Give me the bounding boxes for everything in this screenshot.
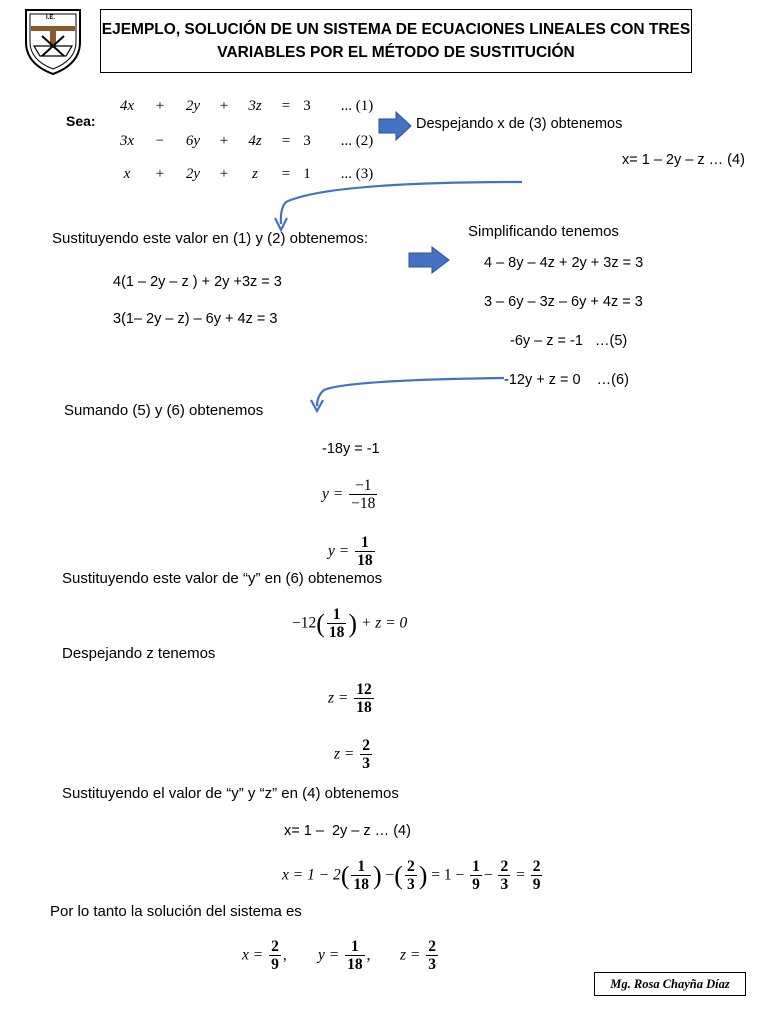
frac-num: 1 [357,858,366,875]
system-row-3-a: x [123,166,131,182]
eq-pre: −12 [292,614,317,632]
frac-den: 3 [428,956,436,974]
system-row-1-tag: ... (1) [340,98,374,114]
z-lhs: z = [328,689,349,707]
system-row-3-op1: + [155,166,165,182]
step3-text: Simplificando tenemos [468,223,619,240]
step2-text: Sustituyendo este valor en (1) y (2) obtenemos: [52,230,368,247]
system-row-2-r: 3 [303,133,311,149]
frac-num: 1 [332,606,341,623]
y-fraction-2 [328,534,377,570]
step3-eq4: -12y + z = 0 …(6) [504,372,629,388]
logo-text: I.E. [46,15,56,21]
frac-den: 3 [406,876,415,894]
system-row-2-op1: − [155,133,165,149]
frac-den: 18 [328,624,345,642]
frac-den: 18 [353,876,369,894]
system-label: Sea: [66,113,96,129]
system-row-3-c: z [252,166,258,182]
frac-den: 9 [532,876,541,894]
system-row-2-b: 6y [185,133,201,149]
frac-num: 1 [472,858,480,875]
y-fraction-1 [322,477,379,513]
y-lhs: y = [328,542,350,560]
minus-sign: − [483,866,493,884]
frac-den: 9 [271,956,279,974]
step5-text: Sustituyendo este valor de “y” en (6) obtenemos [62,570,383,587]
solution-z [400,938,440,974]
minus-sign: − [385,866,395,884]
separator: , [366,946,371,964]
system-row-2-eq: = [281,133,291,149]
system-row-2-a: 3x [119,133,135,149]
system-row-3-b: 2y [185,166,201,182]
system-row-1-op1: + [155,98,165,114]
eq-post: + z = 0 [360,614,408,632]
system-row-3-eq: = [281,166,291,182]
eq-mid: = 1 − [431,866,465,884]
step7-eq1: x= 1 – 2y – z … (4) [284,823,411,839]
school-shield-logo [22,6,84,76]
step3-eq2: 3 – 6y – 3z – 6y + 4z = 3 [484,294,643,310]
solution-y [318,938,370,974]
frac-num: 1 [360,534,369,551]
step7-equation: x = 1 − 2( $\frac{1}{18}$ ) −( $\frac{2}{3}$ ) = 1 − $\frac{1}{9}$ − $\frac{2}{3}$ = $\frac{2}{9}$ [282,858,541,894]
page-title-line-2: VARIABLES POR EL MÉTODO DE SUSTITUCIÓN [217,44,575,61]
y-lhs: y = [318,946,340,964]
system-row-1-r: 3 [303,98,311,114]
frac-den: 18 [357,552,373,570]
page-title-line-1: EJEMPLO, SOLUCIÓN DE UN SISTEMA DE ECUACIONES LINEALES CON TRES [101,21,691,38]
system-row-1-c: 3z [248,98,262,114]
step7-text: Sustituyendo el valor de “y” y “z” en (4) obtenemos [62,785,399,802]
frac-num: 12 [356,681,372,698]
z-fraction-1 [328,681,376,717]
system-row-2-op2: + [219,133,229,149]
title-box [100,9,692,73]
frac-num: 2 [271,938,279,955]
author-signature: Mg. Rosa Chayña Díaz [594,972,746,996]
frac-den: 18 [356,699,372,717]
y-lhs: y = [322,485,344,503]
step2-eq1: 4(1 – 2y – z ) + 2y +3z = 3 [113,274,282,290]
frac-den: −18 [351,495,376,513]
frac-den: 3 [500,876,509,894]
separator: , [282,946,287,964]
frac-num: 2 [406,858,415,875]
step1-text: Despejando x de (3) obtenemos [416,116,623,132]
system-row-2-c: 4z [248,133,262,149]
conclusion-text: Por lo tanto la solución del sistema es [50,903,302,920]
step4-eq1: -18y = -1 [322,441,380,457]
z-lhs: z = [334,745,355,763]
frac-num: 2 [428,938,436,955]
step4-text: Sumando (5) y (6) obtenemos [64,402,264,419]
system-row-1-op2: + [219,98,229,114]
right-arrow-icon [408,246,450,274]
step6-text: Despejando z tenemos [62,645,216,662]
frac-num: 2 [362,737,370,754]
frac-num: −1 [354,477,372,494]
frac-den: 9 [472,876,480,894]
x-lhs: x = [242,946,264,964]
step3-eq1: 4 – 8y – 4z + 2y + 3z = 3 [484,255,644,271]
equals-sign: = [516,866,525,884]
step2-eq2: 3(1– 2y – z) – 6y + 4z = 3 [113,311,278,327]
frac-num: 1 [350,938,359,955]
frac-den: 18 [347,956,363,974]
system-row-2-tag: ... (2) [340,133,374,149]
step3-eq3: -6y – z = -1 …(5) [510,333,628,349]
step1-result: x= 1 – 2y – z … (4) [622,152,745,168]
step5-equation: −12( $\frac{1}{18}$ ) + z = 0 [292,606,408,642]
frac-num: 2 [532,858,541,875]
solution-x [242,938,287,974]
curved-arrow-icon [308,368,508,414]
z-fraction-2 [334,737,374,773]
system-row-1-a: 4x [119,98,135,114]
frac-den: 3 [362,755,370,773]
system-row-3-op2: + [219,166,229,182]
eq-lhs: x = 1 − 2 [282,866,341,884]
system-row-1-eq: = [281,98,291,114]
system-row-3-r: 1 [303,166,311,182]
z-lhs: z = [400,946,421,964]
right-arrow-icon [378,111,412,141]
system-row-3-tag: ... (3) [340,166,374,182]
frac-num: 2 [500,858,509,875]
system-row-1-b: 2y [185,98,201,114]
